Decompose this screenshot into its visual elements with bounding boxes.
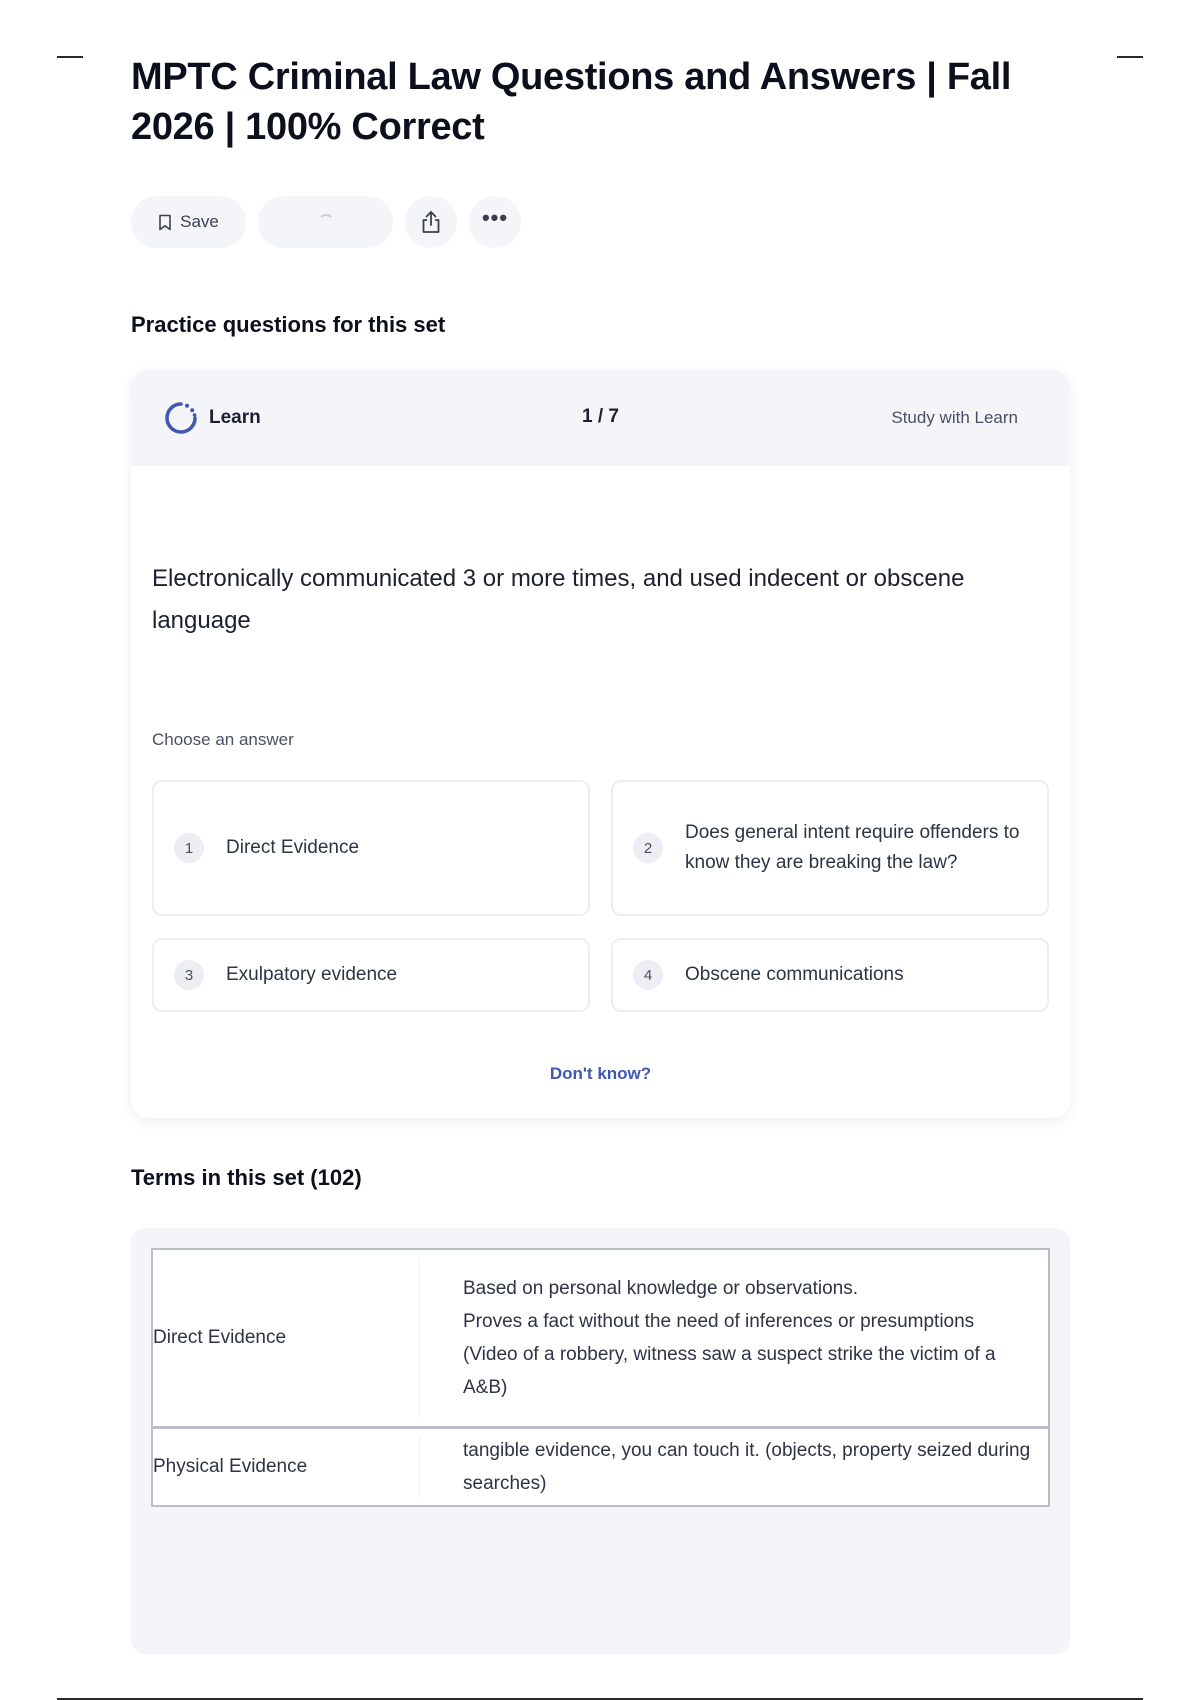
term-definition: Based on personal knowledge or observations. Proves a fact without the need of inferences or presumptions (Video of a robbery, witness saw a suspect strike the victim of a A&B)	[463, 1278, 996, 1398]
term-row	[151, 1248, 1050, 1428]
dont-know-link[interactable]: Don't know?	[549, 1064, 652, 1083]
answer-option-3[interactable]	[152, 938, 590, 1012]
term-word: Direct Evidence	[153, 1327, 287, 1348]
answer-number: 2	[633, 833, 663, 863]
term-row	[151, 1427, 1050, 1507]
save-button[interactable]	[131, 196, 246, 248]
learn-header	[131, 370, 1070, 466]
choose-answer-label: Choose an answer	[152, 730, 294, 749]
page-corner-mark-right	[1117, 56, 1143, 58]
terms-heading: Terms in this set (102)	[131, 1165, 362, 1190]
answer-text: Exulpatory evidence	[226, 964, 398, 985]
page-corner-mark-left	[57, 56, 83, 58]
question-progress: 1 / 7	[582, 406, 619, 427]
more-icon: •••	[481, 205, 509, 230]
terms-list	[131, 1228, 1070, 1654]
answer-option-4[interactable]	[611, 938, 1049, 1012]
share-icon	[420, 210, 442, 234]
learn-card	[131, 370, 1070, 1118]
answer-option-1[interactable]	[152, 780, 590, 916]
loading-spinner-icon	[318, 214, 334, 230]
bookmark-icon	[158, 214, 172, 231]
answer-number: 1	[174, 833, 204, 863]
share-button[interactable]	[405, 196, 457, 248]
answer-option-2[interactable]	[611, 780, 1049, 916]
page-title: MPTC Criminal Law Questions and Answers | Fall 2026 | 100% Correct	[131, 56, 1012, 148]
term-word: Physical Evidence	[153, 1456, 308, 1477]
answer-text: Direct Evidence	[226, 837, 360, 858]
loading-button[interactable]	[258, 196, 393, 248]
term-divider	[419, 1437, 420, 1497]
term-definition: tangible evidence, you can touch it. (objects, property seized during searches)	[463, 1440, 1031, 1494]
answer-text: Obscene communications	[685, 964, 904, 985]
answer-number: 4	[633, 960, 663, 990]
practice-heading: Practice questions for this set	[131, 312, 446, 337]
more-options-button[interactable]	[469, 196, 521, 248]
answer-text: Does general intent require offenders to know they are breaking the law?	[685, 822, 1020, 873]
question-text: Electronically communicated 3 or more times, and used indecent or obscene language	[152, 565, 965, 634]
answer-number: 3	[174, 960, 204, 990]
action-bar	[131, 196, 521, 248]
learn-label: Learn	[209, 407, 261, 428]
term-divider	[419, 1258, 420, 1418]
save-button-label: Save	[180, 212, 219, 231]
study-with-learn-link[interactable]: Study with Learn	[891, 408, 1018, 427]
